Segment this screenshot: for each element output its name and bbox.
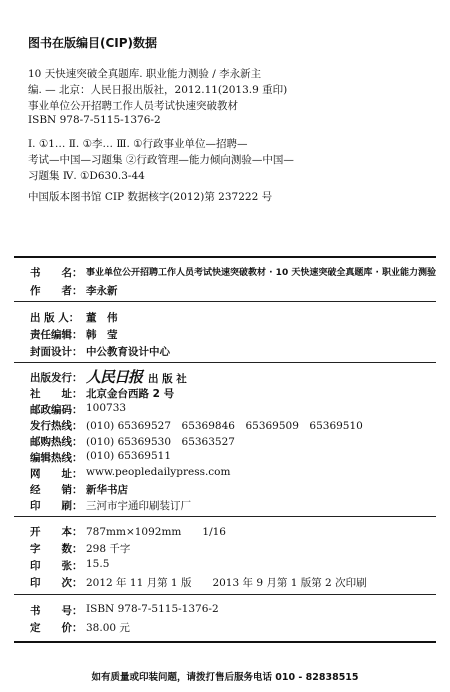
website-label: 网 址： [30,468,83,480]
after-sales-notice: 如有质量或印装问题，请拨打售后服务电话 010 - 82838515 [91,672,359,683]
cip-class-2: 考试—中国—习题集 ②行政管理—能力倾向测验—中国— [28,154,294,166]
cip-line-3: 事业单位公开招聘工作人员考试快速突破教材 [28,100,238,112]
postcode-value: 100733 [86,402,127,414]
distributor-label: 经 销： [30,484,83,496]
printer-value: 三河市宇通印刷装订厂 [86,500,191,512]
publisher-person-label: 出 版 人： [30,312,80,324]
sales-hotline-value: (010) 65369527 65369846 65369509 65369510 [86,420,363,432]
price-label: 定 价： [30,622,83,634]
word-count-value: 298 千字 [86,543,131,555]
word-count-label: 字 数： [30,543,83,555]
address-label: 社 址： [30,388,83,400]
mail-order-label: 邮购热线： [30,436,83,448]
mail-order-value: (010) 65369530 65363527 [86,436,235,448]
cip-class-1: Ⅰ. ①1… Ⅱ. ①李… Ⅲ. ①行政事业单位—招聘— [28,138,248,150]
cover-design-value: 中公教育设计中心 [86,346,170,358]
edition-value: 2012 年 11 月第 1 版 2013 年 9 月第 1 版第 2 次印刷 [86,577,367,589]
distributor-value: 新华书店 [86,484,128,496]
edit-hotline-label: 编辑热线： [30,452,83,464]
edition-label: 印 次： [30,577,83,589]
address-value: 北京金台西路 2 号 [86,388,175,400]
edit-hotline-value: (010) 65369511 [86,450,172,462]
cip-line-2: 编. — 北京：人民日报出版社，2012.11(2013.9 重印) [28,84,288,96]
book-title-value: 事业单位公开招聘工作人员考试快速突破教材 · 10 天快速突破全真题库 · 职业能力测验 [86,268,437,278]
printer-label: 印 刷： [30,500,83,512]
cover-design-label: 封面设计： [30,346,83,358]
cip-data-number: 中国版本图书馆 CIP 数据核字(2012)第 237222 号 [28,191,273,203]
postcode-label: 邮政编码： [30,404,83,416]
format-value: 787mm×1092mm 1/16 [86,526,226,538]
sheets-label: 印 张： [30,560,83,572]
divider-top [14,256,436,258]
divider-bottom [14,641,436,643]
book-author-value: 李永新 [86,285,118,297]
cip-class-3: 习题集 Ⅳ. ①D630.3-44 [28,170,145,182]
cip-title: 图书在版编目(CIP)数据 [28,36,158,50]
book-number-label: 书 号： [30,605,83,617]
book-title-label: 书 名： [30,267,83,279]
issuer-suffix: 出 版 社 [148,373,187,385]
issuer-label: 出版发行： [30,372,83,384]
editor-label: 责任编辑： [30,329,83,341]
sheets-value: 15.5 [86,558,110,570]
cip-line-1: 10 天快速突破全真题库. 职业能力测验 / 李永新主 [28,68,262,80]
price-value: 38.00 元 [86,622,130,634]
book-author-label: 作 者： [30,285,83,297]
sales-hotline-label: 发行热线： [30,420,83,432]
divider-3 [14,516,436,517]
cip-isbn: ISBN 978-7-5115-1376-2 [28,114,161,126]
format-label: 开 本： [30,526,83,538]
editor-value: 韩 莹 [86,329,118,341]
website-value[interactable]: www.peopledailypress.com [86,466,231,478]
divider-2 [14,362,436,363]
people-daily-logo: 人民日报 [86,368,143,386]
publisher-person-value: 董 伟 [86,312,118,324]
divider-4 [14,594,436,595]
divider-1 [14,301,436,302]
book-number-value: ISBN 978-7-5115-1376-2 [86,603,219,615]
